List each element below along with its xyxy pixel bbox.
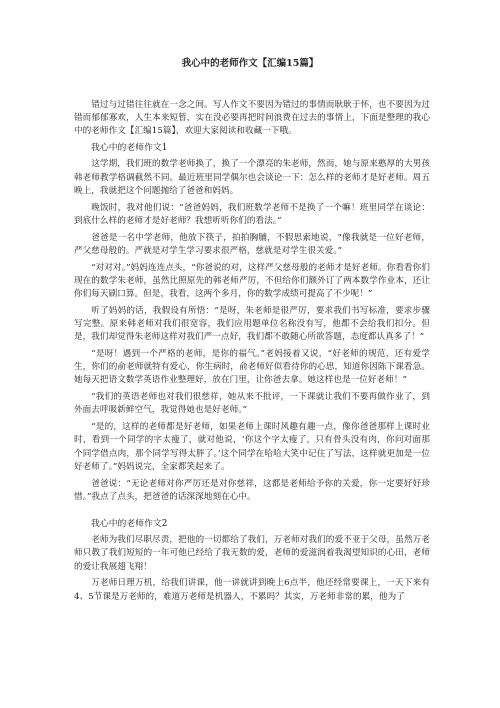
document-title: 我心中的老师作文【汇编15篇】	[181, 58, 319, 69]
section-paragraph: 爸爸是一名中学老师，他放下筷子，拍拍胸脯，不假思索地说，“像我就是一位好老师，严父慈母般的。严就是对学生学习要求很严格，慈就是对学生很关爱。”	[74, 232, 430, 256]
section-paragraph: 听了妈妈的话，我假设有所悟：“是呀，朱老师是很严厉，要求我们书写标准，要求步骤写完整。原来韩老师对我们很宽容，我们应用题单位名称没有写，他都不会给我们扣分。但是，我们却觉得朱老师这样对我们严一点好，我们都不敢随心所欲答题，态度都认真多了！”	[74, 305, 430, 343]
section-paragraph: “是呀！遇到一个严格的老师，是你的福气。”老妈接着又说，“好老师的规范，还有爱学生，你们的俞老师就特有爱心，你生病时，俞老师好似看待你的心思，知道你因陈下课看急。她每天把语文数学英语作业整理好，放在门里，让你爸去拿。她这样也是一位好老师！”	[74, 349, 430, 386]
section-paragraph: “我们的英语老师也对我们很慈祥，她从来不批评，一下课就让我们不要再做作业了，到外面去呼吸新鲜空气，我觉得她也是好老师。”	[74, 392, 430, 416]
section-heading: 我心中的老师作文1	[91, 143, 168, 154]
section-paragraph: 万老师日理万机，给我们讲课，他一讲就讲到晚上6点半，他还经常要课上，一天下来有4、5节课是万老师的，难道万老师是机器人，不累吗？其实，万老师非常的累，他为了	[74, 578, 430, 602]
section-paragraph: “是的，这样的老师都是好老师，如果老师上课时风趣有趣一点，像你爸爸那样上课时业时，看到一个同学的字太瘦了，就对他说，‘你这个字太瘦了，只有骨头没有肉，你问对面那个同学借点肉，那个同学写得太胖了。’这个同学在哈哈大笑中记住了写法，这样就更加是一位好老师了。”妈妈说完，全家都笑起来了。	[74, 422, 430, 472]
section-paragraph: 爸爸说：“无论老师对你严厉还是对你慈祥，这都是老师给予你的关爱，你一定要好好珍惜。”我点了点头，把爸爸的话深深地刻在心中。	[74, 478, 430, 502]
section-paragraph: “对对对。”妈妈连连点头，“你爸说的对，这样严父慈母般的老师才是好老师。你看看你们现在的数学朱老师，虽然比照原先的韩老师严厉，不但给你们额外订了两本数学作业本，还让你们每天刷口算。但是，我看，这两个多月，你的数学成绩可提高了不少呢！”	[74, 262, 430, 300]
document-body	[74, 99, 430, 607]
section-paragraph: 晚饭时，我对他们说：“爸爸妈妈，我们班数学老师不是换了一个嘛！班里同学在谈论：到底什么样的老师才是好老师？我想听听你们的看法。”	[74, 202, 430, 226]
section-paragraph: 这学期，我们班的数学老师换了，换了一个漂亮的朱老师，然而，她与原来憨厚的大男孩韩老师教学格调截然不同。最近班里同学偶尔也会谈论一下：怎么样的老师才是好老师。周五晚上，我就把这个问题抛给了爸爸和妈妈。	[74, 159, 430, 196]
section-paragraph: 老师为我们尽职尽责，把他的一切都给了我们，万老师对我们的爱不亚于父母，虽然万老师只教了我们短短的一年可他已经给了我无数的爱，老师的爱滋润着我渴望知识的心田，老师的爱让我展翅飞翔！	[74, 535, 430, 572]
intro-paragraph: 错过与过错往往就在一念之间。写人作文不要因为错过的事情而耿耿于怀，也不要因为过错而郁郁寡欢，人生本来短暂，实在没必要再把时间浪费在过去的事情上，下面是整理的我心中的老师作文【汇编15篇】，欢迎大家阅读和收藏一下哦。	[74, 100, 430, 137]
section-heading: 我心中的老师作文2	[91, 519, 168, 530]
